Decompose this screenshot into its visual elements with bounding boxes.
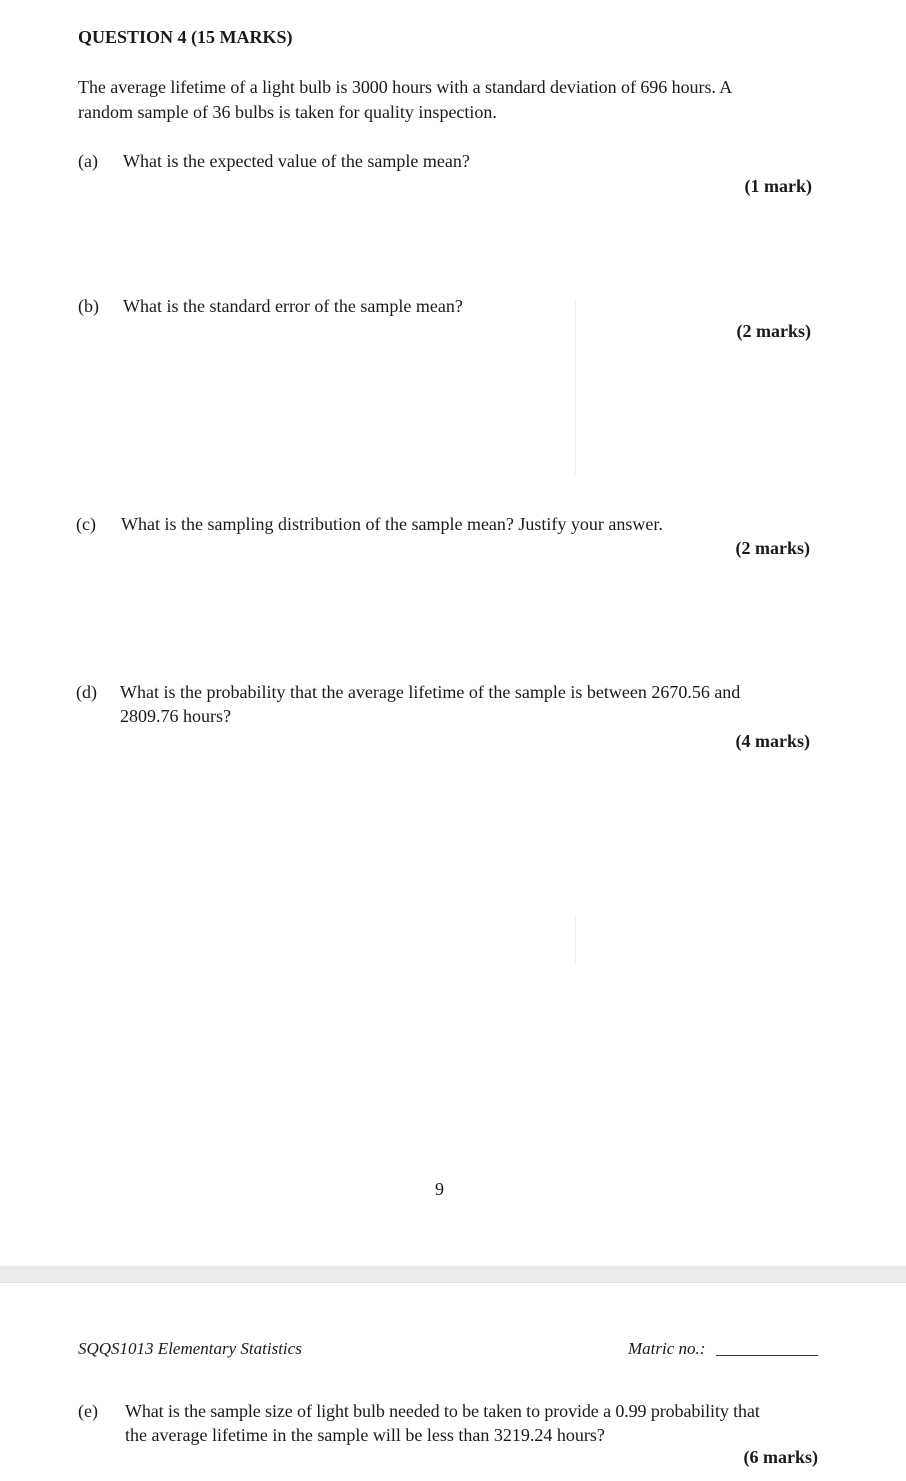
question-heading: QUESTION 4 (15 MARKS) — [78, 27, 293, 47]
part-d-text-line-2: 2809.76 hours? — [120, 706, 231, 726]
part-c-text: What is the sampling distribution of the sample mean? Justify your answer. — [121, 514, 663, 534]
part-c-marks: (2 marks) — [735, 538, 810, 558]
part-b-label: (b) — [78, 296, 99, 316]
page-break-edge — [0, 1282, 906, 1283]
course-header: SQQS1013 Elementary Statistics — [78, 1339, 302, 1358]
page-break — [0, 1266, 906, 1282]
part-d-marks: (4 marks) — [735, 731, 810, 751]
part-a-text: What is the expected value of the sample mean? — [123, 151, 470, 171]
part-e-text-line-2: the average lifetime in the sample will be less than 3219.24 hours? — [125, 1425, 605, 1445]
scan-artifact-line — [575, 300, 576, 475]
part-e-text-line-1: What is the sample size of light bulb needed to be taken to provide a 0.99 probability that — [125, 1401, 760, 1421]
matric-label: Matric no.: — [628, 1339, 706, 1358]
part-e-marks: (6 marks) — [743, 1447, 818, 1467]
part-e-label: (e) — [78, 1401, 98, 1421]
scan-artifact-line — [575, 915, 576, 965]
part-a-marks: (1 mark) — [744, 176, 812, 196]
page-number: 9 — [435, 1179, 444, 1199]
part-a-label: (a) — [78, 151, 98, 171]
part-d-label: (d) — [76, 682, 97, 702]
part-d-text-line-1: What is the probability that the average lifetime of the sample is between 2670.56 and — [120, 682, 741, 702]
question-intro-line-1: The average lifetime of a light bulb is 3000 hours with a standard deviation of 696 hours. A — [78, 77, 733, 97]
part-b-text: What is the standard error of the sample mean? — [123, 296, 463, 316]
part-c-label: (c) — [76, 514, 96, 534]
matric-blank — [716, 1355, 818, 1356]
question-intro-line-2: random sample of 36 bulbs is taken for quality inspection. — [78, 102, 497, 122]
part-b-marks: (2 marks) — [736, 321, 811, 341]
